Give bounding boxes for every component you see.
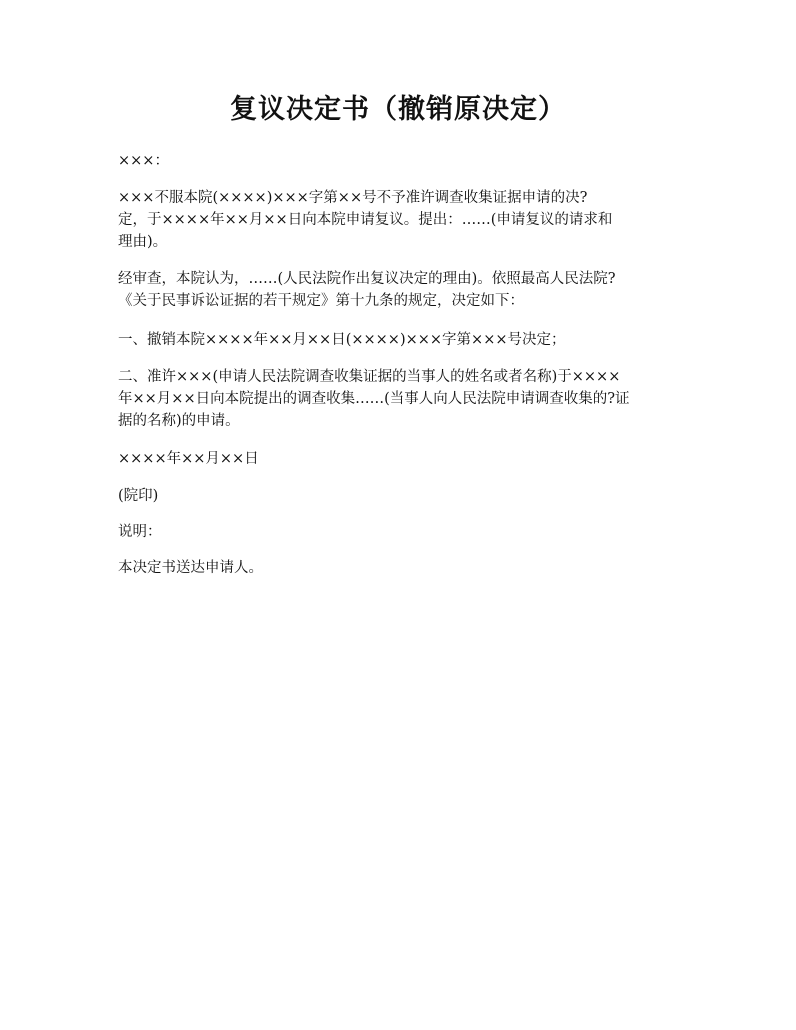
decision-item-2 (118, 366, 693, 432)
note-text: 本决定书送达申请人。 (118, 560, 263, 576)
document-title: 复议决定书（撤销原决定） (230, 94, 566, 125)
paragraph-line: 二、准许×××(申请人民法院调查收集证据的当事人的姓名或者名称)于×××× (118, 369, 621, 385)
decision-date: ××××年××月××日 (118, 451, 259, 467)
paragraph-line: 《关于民事诉讼证据的若干规定》第十九条的规定，决定如下： (118, 293, 524, 309)
paragraph-line: 据的名称)的申请。 (118, 413, 240, 429)
court-seal: (院印) (118, 488, 159, 504)
addressee: ×××： (118, 153, 169, 169)
paragraph-line: ×××不服本院(××××)×××字第××号不予准许调查收集证据申请的决? (118, 190, 588, 206)
paragraph-application (118, 187, 693, 253)
paragraph-line: 经审查，本院认为，……(人民法院作出复议决定的理由)。依照最高人民法院? (118, 271, 616, 287)
paragraph-line: 年××月××日向本院提出的调查收集……(当事人向人民法院申请调查收集的?证 (118, 391, 630, 407)
paragraph-review (118, 268, 693, 312)
paragraph-line: 定，于××××年××月××日向本院申请复议。提出：……(申请复议的请求和 (118, 212, 613, 228)
decision-item-1: 一、撤销本院××××年××月××日(××××)×××字第×××号决定； (118, 332, 566, 348)
note-label: 说明： (118, 524, 162, 540)
paragraph-line: 理由)。 (118, 234, 168, 250)
